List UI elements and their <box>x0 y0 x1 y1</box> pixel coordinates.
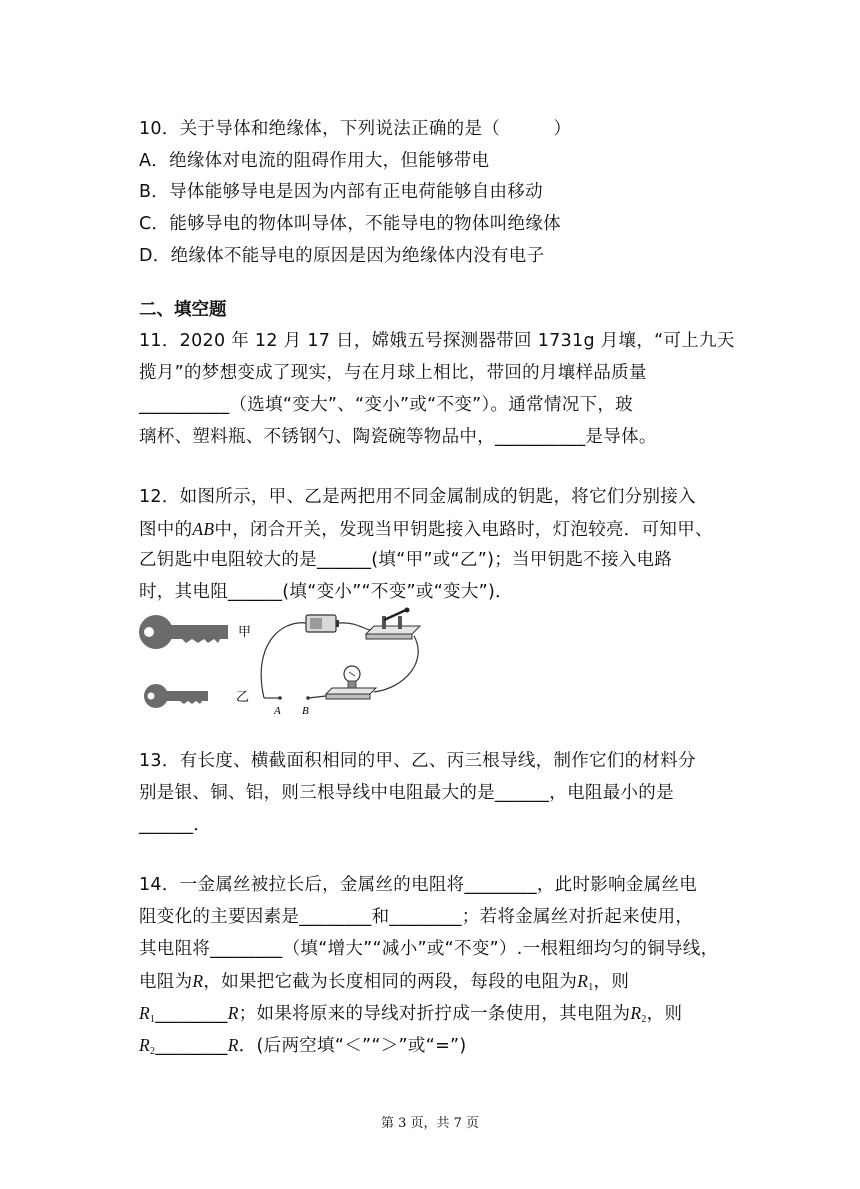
label-a: A <box>274 705 281 717</box>
q11-line-2: 揽月”的梦想变成了现实，与在月球上相比，带回的月壤样品质量 <box>139 363 647 383</box>
lamp-icon <box>326 666 376 699</box>
var-r1: $R_1$ <box>577 971 594 993</box>
q14-line-5-b: ；如果将原来的导线对折拧成一条使用，其电阻为 <box>238 1004 631 1024</box>
var-r: R <box>227 1035 239 1055</box>
q12-line-2-b: 中，闭合开关，发现当甲钥匙接入电路时，灯泡较亮．可知甲、 <box>214 520 713 540</box>
q14-line-2: 阻变化的主要因素是________和________；若将金属丝对折起来使用， <box>139 907 694 927</box>
switch-icon <box>366 608 420 640</box>
q14-line-4-c: ，则 <box>593 972 630 992</box>
var-r: R <box>227 1003 239 1023</box>
q12-line-1: 12．如图所示，甲、乙是两把用不同金属制成的钥匙，将它们分别接入 <box>139 487 696 507</box>
q14-line-4-a: 电阻为 <box>139 972 193 992</box>
var-r2: $R_2$ <box>139 1035 156 1057</box>
q10-option-c: C．能够导电的物体叫导体，不能导电的物体叫绝缘体 <box>139 214 561 234</box>
key-yi-icon <box>144 684 208 708</box>
q14-line-5 <box>139 1002 682 1031</box>
q14-line-4-b: ，如果把它截为长度相同的两段，每段的电阻为 <box>203 972 578 992</box>
var-r: R <box>192 971 204 991</box>
q14-line-6 <box>139 1034 467 1063</box>
battery-icon <box>306 615 339 632</box>
q12-var-ab: AB <box>192 519 215 539</box>
label-yi: 乙 <box>236 689 250 704</box>
var-r1: $R_1$ <box>139 1003 156 1025</box>
q14-line-5-c: ，则 <box>646 1004 683 1024</box>
q13-line-2: 别是银、铜、铝，则三根导线中电阻最大的是______，电阻最小的是 <box>139 783 674 803</box>
var-r2: $R_2$ <box>630 1003 647 1025</box>
q14-blank-6: ________ <box>155 1036 228 1056</box>
circuit-figure <box>130 606 430 722</box>
q12-line-2 <box>139 518 713 541</box>
q12-line-3: 乙钥匙中电阻较大的是______(填“甲”或“乙”)；当甲钥匙不接入电路 <box>139 550 673 570</box>
q11-line-1: 11．2020 年 12 月 17 日，嫦娥五号探测器带回 1731g 月壤，“可上九天 <box>139 331 735 351</box>
q14-line-1: 14．一金属丝被拉长后，金属丝的电阻将________，此时影响金属丝电 <box>139 875 698 895</box>
q12-line-2-a: 图中的 <box>139 520 193 540</box>
label-b: B <box>302 705 309 717</box>
q13-line-3: ______． <box>139 815 212 835</box>
key-jia-icon <box>139 615 228 649</box>
q10-option-b: B．导体能够导电是因为内部有正电荷能够自由移动 <box>139 182 543 202</box>
q13-line-1: 13．有长度、横截面积相同的甲、乙、丙三根导线，制作它们的材料分 <box>139 751 696 771</box>
page-footer: 第 3 页，共 7 页 <box>380 1116 480 1131</box>
q10-option-a: A．绝缘体对电流的阻碍作用大，但能够带电 <box>139 151 490 171</box>
q14-line-6-b: ．(后两空填“＜”“＞”或“=”) <box>238 1036 467 1056</box>
q14-line-3: 其电阻将________（填“增大”“减小”或“不变”）.一根粗细均匀的铜导线， <box>139 939 719 959</box>
q10-stem: 10．关于导体和绝缘体，下列说法正确的是（ ） <box>139 119 572 139</box>
q14-blank-5: ________ <box>155 1004 228 1024</box>
label-jia: 甲 <box>238 624 252 639</box>
q12-line-4: 时，其电阻______(填“变小”“不变”或“变大”)． <box>139 582 513 602</box>
q10-option-d: D．绝缘体不能导电的原因是因为绝缘体内没有电子 <box>139 246 545 266</box>
section-title: 二、填空题 <box>139 300 227 320</box>
q11-line-4: 璃杯、塑料瓶、不锈钢勺、陶瓷碗等物品中，__________是导体。 <box>139 427 657 447</box>
q14-line-4 <box>139 970 629 999</box>
q11-line-3: __________（选填“变大”、“变小”或“不变”）。通常情况下，玻 <box>139 395 633 415</box>
